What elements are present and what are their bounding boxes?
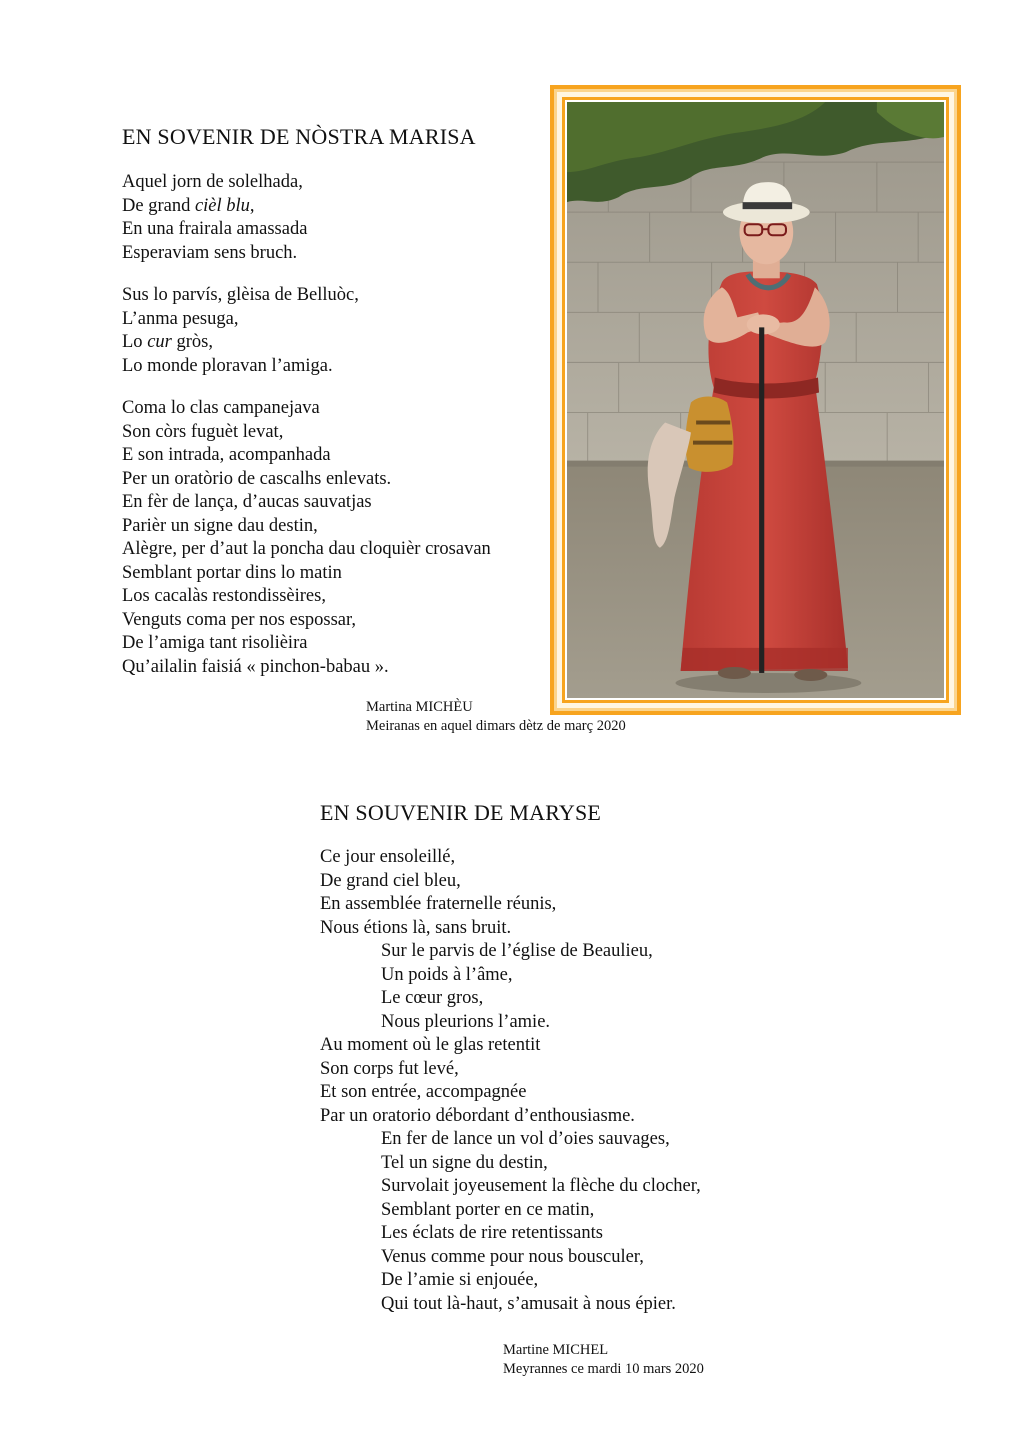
poem-line: Per un oratòrio de cascalhs enlevats. (122, 468, 392, 489)
occitan-stanza (122, 171, 491, 265)
poem-line: Les éclats de rire retentissants (381, 1223, 603, 1243)
poem-line: Tel un signe du destin, (381, 1152, 548, 1173)
poem-line-text: , (249, 195, 255, 216)
hat-band (743, 202, 793, 209)
walking-cane (759, 327, 764, 673)
poem-line-text: gròs, (171, 332, 213, 352)
poem-line: Semblant portar dins lo matin (122, 562, 342, 583)
poem-line-text: Lo (122, 332, 148, 352)
occitan-stanza (122, 397, 491, 679)
poem-line (122, 195, 491, 219)
french-poem-title: EN SOUVENIR DE MARYSE (320, 800, 602, 825)
poem-line: L’anma pesuga, (122, 308, 239, 329)
shoulder-bag (685, 396, 733, 471)
poem-line: Ce jour ensoleillé, (320, 847, 456, 867)
poem-line: En assemblée fraternelle réunis, (320, 894, 557, 914)
poem-line-text: De grand (122, 195, 195, 216)
poem-line: Los cacalàs restondissèires, (122, 586, 326, 606)
poem-line: Nous étions là, sans bruit. (320, 917, 512, 938)
poem-line: Qui tout là-haut, s’amusait à nous épier. (381, 1293, 676, 1314)
french-author: Martine MICHEL (503, 1342, 609, 1358)
french-place-date: Meyrannes ce mardi 10 mars 2020 (503, 1361, 704, 1377)
poem-line: Son còrs fuguèt levat, (122, 421, 284, 442)
poem-line-italic: cièl blu (194, 195, 250, 216)
poem-line: Par un oratorio débordant d’enthousiasme. (320, 1105, 635, 1126)
portrait-photo (567, 102, 944, 698)
poem-line: Aquel jorn de solelhada, (122, 172, 303, 192)
poem-line: De grand ciel bleu, (320, 870, 461, 891)
poem-line: En una frairala amassada (122, 219, 308, 239)
french-poem (320, 846, 701, 1316)
poem-line: De l’amie si enjouée, (381, 1270, 539, 1290)
occitan-poem (122, 171, 491, 698)
poem-line: Esperaviam sens bruch. (122, 242, 298, 263)
occitan-stanza (122, 284, 491, 378)
poem-line: En fer de lance un vol d’oies sauvages, (381, 1129, 670, 1149)
poem-line: Survolait joyeusement la flèche du clocher, (381, 1176, 701, 1196)
poem-line: E son intrada, acompanhada (122, 445, 331, 465)
poem-line (122, 331, 491, 355)
poem-line: Alègre, per d’aut la poncha dau cloquièr crosavan (122, 539, 491, 559)
poem-line: Coma lo clas campanejava (122, 398, 320, 418)
poem-line: Qu’ailalin faisiá « pinchon-babau ». (122, 656, 389, 677)
french-signature (503, 1341, 704, 1379)
poem-line: Venus comme pour nous bousculer, (381, 1246, 644, 1267)
poem-line: Son corps fut levé, (320, 1058, 459, 1079)
poem-line: Sus lo parvís, glèisa de Belluòc, (122, 285, 359, 305)
poem-line: Sur le parvis de l’église de Beaulieu, (381, 941, 653, 961)
poem-line: Parièr un signe dau destin, (122, 515, 318, 536)
poem-line: Le cœur gros, (381, 988, 484, 1008)
poem-line: Lo monde ploravan l’amiga. (122, 355, 333, 376)
right-shoe (794, 669, 827, 681)
poem-line: Venguts coma per nos espossar, (122, 609, 357, 630)
occitan-author: Martina MICHÈU (366, 699, 473, 715)
poem-line: De l’amiga tant risolièira (122, 633, 308, 653)
dress-hem (681, 648, 848, 671)
occitan-poem-title: EN SOVENIR DE NÒSTRA MARISA (122, 124, 476, 149)
shadow (675, 673, 861, 693)
poem-line: Nous pleurions l’amie. (381, 1011, 551, 1032)
poem-line: Au moment où le glas retentit (320, 1035, 541, 1055)
photo-frame (550, 85, 961, 715)
poem-line: Semblant porter en ce matin, (381, 1199, 595, 1220)
poem-line: En fèr de lança, d’aucas sauvatjas (122, 492, 372, 512)
poem-line: Un poids à l’âme, (381, 964, 513, 985)
photo-frame-mat (554, 89, 957, 711)
photo-frame-border (562, 97, 949, 703)
poem-line-italic: cur (147, 332, 172, 352)
poem-line: Et son entrée, accompagnée (320, 1082, 527, 1102)
left-shoe (718, 667, 751, 679)
occitan-place-date: Meiranas en aquel dimars dètz de març 2020 (366, 718, 626, 734)
